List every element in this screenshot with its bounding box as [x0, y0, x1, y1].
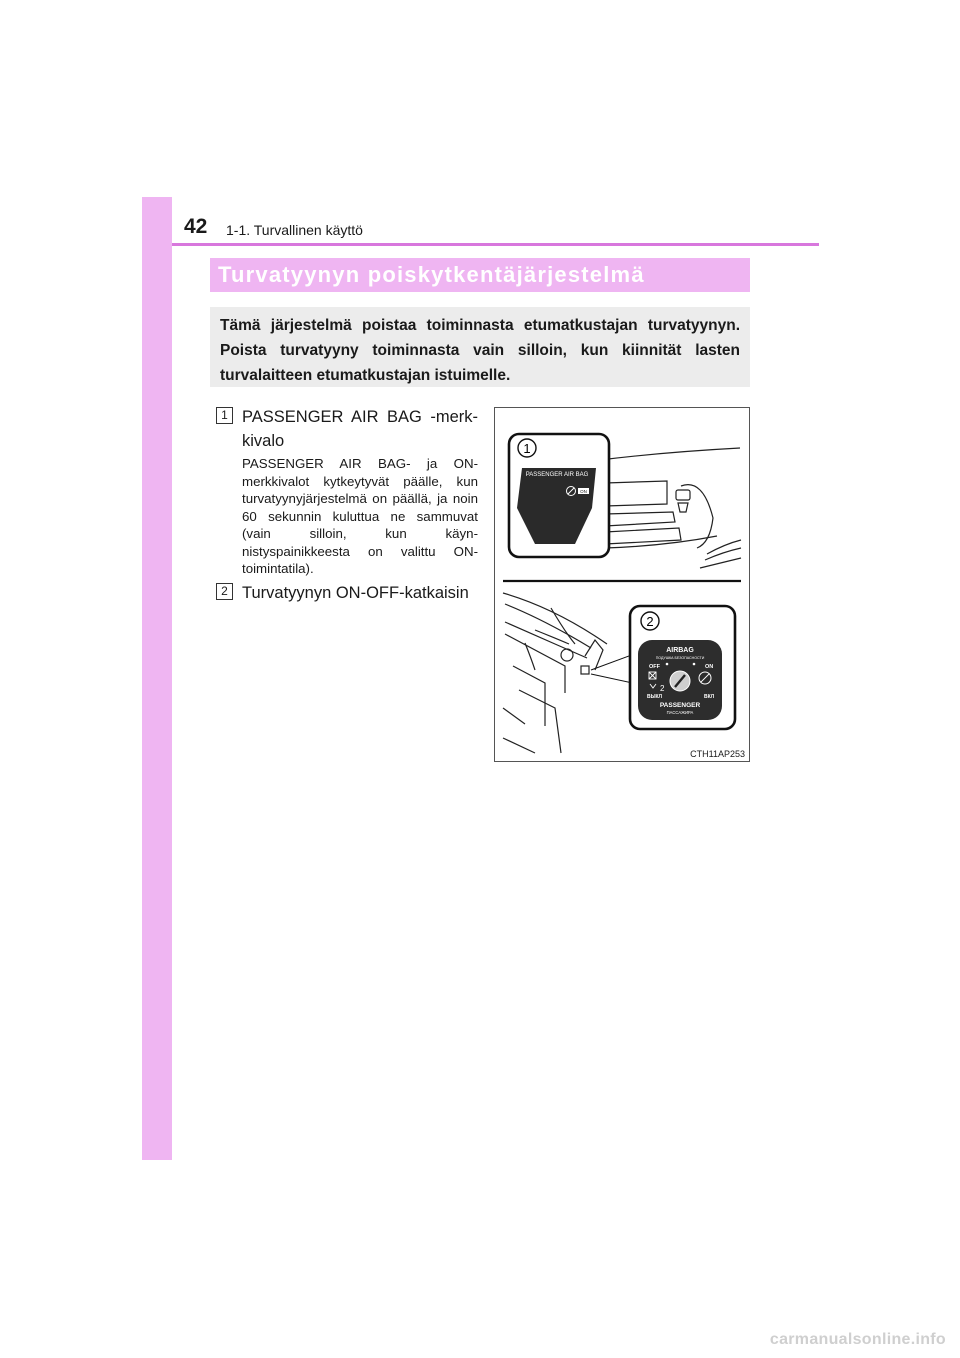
intro-box: Tämä järjestelmä poistaa toiminnasta etumatkustajan turvatyynyn. Poista turvatyyny toiminnasta vain silloin, kun kiinnität lasten turvalaitteen etumatkustajan istuimelle.: [210, 307, 750, 387]
watermark[interactable]: carmanualsonline.info: [769, 1331, 946, 1348]
side-color-strip: [142, 197, 172, 1160]
page-title: Turvatyynyn poiskytkentäjärjestelmä: [218, 262, 645, 287]
airbag-figure: [494, 407, 750, 762]
dashboard-top-drawing: [600, 448, 741, 568]
header-rule: [172, 243, 819, 246]
switch-small-label: 2: [660, 684, 665, 693]
item-title: PASSENGER AIR BAG -merk-kivalo: [242, 408, 478, 450]
dashboard-bottom-drawing: [503, 593, 607, 753]
switch-off-label-ru: ВЫКЛ: [647, 694, 663, 700]
on-indicator-label: ON: [580, 489, 587, 494]
switch-on-label: ON: [705, 664, 714, 670]
switch-on-label-ru: ВКЛ: [704, 694, 715, 700]
callout-label-2: 2: [646, 614, 654, 629]
figure-illustration: [495, 408, 749, 761]
switch-top-label-ru: ПОДУШКА БЕЗОПАСНОСТИ: [655, 656, 705, 660]
page-number: 42: [184, 215, 208, 238]
switch-bottom-label-ru: ПАССАЖИРА: [666, 710, 694, 715]
switch-top-label: AIRBAG: [666, 647, 694, 654]
switch-off-label: OFF: [649, 664, 660, 670]
switch-bottom-label: PASSENGER: [659, 702, 701, 709]
section-title: 1-1. Turvallinen käyttö: [226, 222, 363, 238]
item-number: 2: [216, 583, 233, 600]
figure-code: CTH11AP253: [690, 749, 745, 759]
item-description: PASSENGER AIR BAG- ja ON-merkkivalot kytkeytyvät päälle, kun turvatyynyjärjestelmä on päällä, ja noin 60 sekunnin kuluttua ne sammuvat (vain silloin, kun käyn-nistyspainikkeesta on valittu ON-toimintatila).: [242, 456, 478, 576]
item-title: Turvatyynyn ON-OFF-katkaisin: [242, 584, 469, 602]
title-bar: [210, 258, 750, 292]
indicator-label: PASSENGER AIR BAG: [525, 472, 589, 478]
callout-label-1: 1: [523, 441, 531, 456]
item-number: 1: [216, 407, 233, 424]
